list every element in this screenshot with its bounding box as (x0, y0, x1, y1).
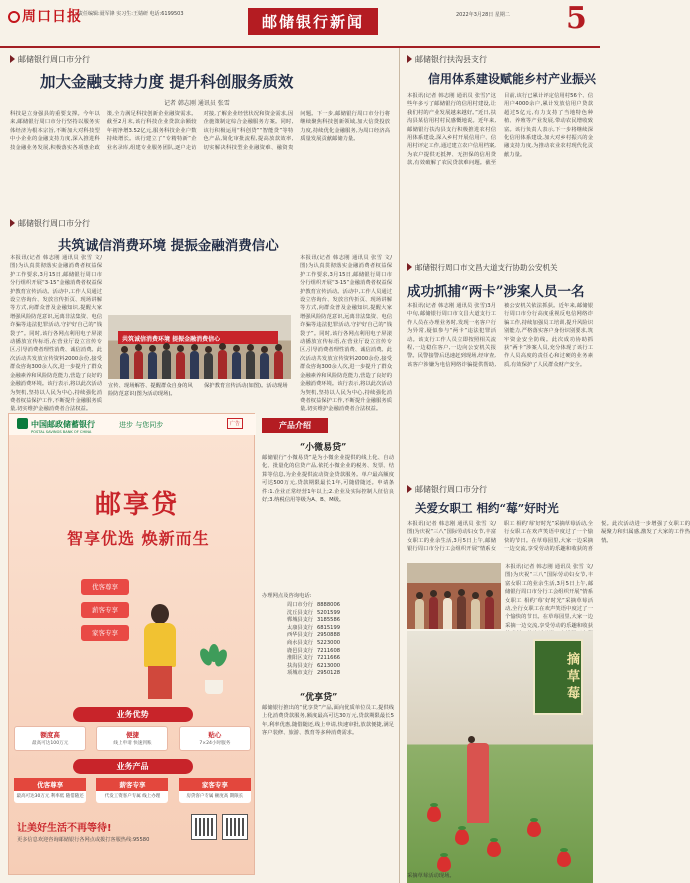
article-r2-body: 本报讯(记者 韩志刚 通讯员 张雪)3月中旬,邮储银行周口市文昌大道支行工作人员在办理业务时,发现一名客户行为异常,疑似参与“两卡”违法犯罪活动。该支行工作人员立即按照相关流程,一边稳住客户,一边向公安机关报警。民警接警后迅速赶到现场,经审查,该客户涉嫌为电信网络诈骗提供帮助,被公安机关依法抓获。近年来,邮储银行周口市分行高度重视反电信网络诈骗工作,持续加强员工培训,提升风险识别能力,严格落实客户身份识别要求,筑牢资金安全防线。此次成功协助抓获“两卡”涉案人员,充分体现了该行工作人员高度的责任心和过硬的业务素质,有效保护了人民群众财产安全。 (407, 303, 593, 368)
product1-body: 邮储银行“小微易贷”是为小微企业提供的线上化、自动化、批量化的信贷产品,依托小微企业的税务、发票、结算等信息,为企业提供流动资金贷款服务。单户最高额度可达500万元,贷款期限最长1年,可随借随还。申请条件:1.企业正常经营1年以上;2.企业及实际控制人征信良好;3.纳税信用等级为A、B、M级。 (262, 455, 394, 504)
figure-body (144, 623, 176, 667)
article1-kicker-text: 邮储银行周口市分行 (18, 55, 90, 64)
branch-name: 沈丘县支行 (287, 609, 313, 616)
figure-legs (148, 666, 172, 699)
article-r1-kicker (407, 54, 487, 65)
article-r2-kicker (407, 262, 558, 273)
ad-badge: 广告 (227, 418, 243, 429)
article-r3-photo-group (407, 563, 501, 629)
column-divider (399, 48, 400, 883)
article-r3-caption: 采摘草莓活动现场。 (407, 873, 455, 879)
article2-headline: 共筑诚信消费环境 提振金融消费信心 (58, 238, 279, 254)
person (471, 599, 480, 629)
product-intro-tag: 产品介绍 (262, 418, 328, 433)
product1-title: “小微易贷” (300, 443, 347, 453)
person (457, 596, 466, 629)
article-r3-body-top: 本报讯(记者 韩志刚 通讯员 张雪 文/图)为庆祝“三八”国际劳动妇女节,丰富女职工的业余生活,3月5日上午,邮储银行周口市分行工会组织开展“情系女职工 相约‘莓’好时光”采摘草莓活动,全行女职工在欢声笑语中度过了一个愉快的节日。在草莓园里,大家一边采摘一边交流,享受劳动的乐趣和收获的喜悦。此次活动进一步增强了女职工的凝聚力和归属感,激发了大家的工作热情。 (407, 521, 690, 553)
branch-row (287, 617, 344, 625)
triangle-bullet-icon (407, 485, 412, 493)
ad-person-illustration (134, 604, 186, 699)
pick-strawberry-sign: 摘草莓 (533, 639, 583, 715)
ad-products (9, 759, 256, 803)
triangle-bullet-icon (407, 263, 412, 271)
branch-name: 商水县支行 (287, 639, 313, 646)
product2-title: “优享贷” (300, 693, 338, 703)
logo-seal-icon (8, 11, 20, 23)
ad-pill: 优客尊享 (81, 579, 129, 595)
branch-phone: 6815199 (316, 624, 341, 631)
article-r1-headline: 信用体系建设赋能乡村产业振兴 (428, 72, 597, 86)
postal-bank-logo-icon (17, 418, 28, 429)
branch-phone: 7211608 (316, 647, 341, 654)
ad-advantage-card (96, 726, 168, 751)
card-title: 薪客专享 (96, 778, 168, 791)
card-desc: 7×24小时服务 (199, 741, 231, 746)
pot (205, 680, 223, 694)
ad-pill: 薪客专享 (81, 602, 129, 618)
postal-bank-name-en: POSTAL SAVINGS BANK OF CHINA (31, 430, 92, 434)
branch-name: 项城市支行 (287, 670, 313, 677)
article-r1-body: 本报讯(记者 韩志刚 通讯员 张雪)“这些年多亏了邮储银行的信用村建设,让我们村的产业发展越来越好。”近日,扶沟县某信用村村民感慨地说。近年来,邮储银行扶沟县支行积极推进农村信用体系建设,深入乡村开展信用户、信用村评定工作,通过建立农户信用档案,为农户提供无抵押、无担保的信用贷款,有效破解了农民贷款难问题。截至目前,该行已累计评定信用村56个、信用户4000余户,累计发放信用户贷款超过5亿元,有力支持了当地特色种植、养殖等产业发展,带动农民增收致富。该行负责人表示,下一步将继续深化信用体系建设,加大对乡村振兴的金融支持力度,为推动农业农村现代化贡献力量。 (407, 93, 593, 167)
card-title: 家客专享 (179, 778, 251, 791)
person (260, 353, 269, 379)
article1-kicker (10, 54, 90, 65)
paper-logo (8, 6, 82, 26)
person (162, 350, 171, 379)
ad-product-card (96, 778, 168, 803)
person (218, 350, 227, 379)
branch-name: 周口市分行 (287, 602, 313, 608)
ad-product-card (14, 778, 86, 803)
article1-byline: 记者 韩志刚 通讯员 张雪 (164, 100, 230, 107)
page-number: 5 (566, 1, 587, 36)
event-banner: 共筑诚信消费环境 提振金融消费信心 (118, 331, 278, 344)
person (415, 599, 424, 629)
qr-code-icon (191, 814, 217, 840)
advertisement (8, 413, 255, 875)
paper-name: 周口日报 (22, 9, 82, 25)
branch-row (287, 602, 344, 610)
ad-products-title: 业务产品 (73, 759, 193, 774)
strawberry-icon (557, 851, 571, 867)
triangle-bullet-icon (10, 219, 15, 227)
qr-code-icon (222, 814, 248, 840)
product1-branches-label: 办理网点及咨询电话: (262, 593, 312, 599)
postal-bank-name: 中国邮政储蓄银行 (31, 420, 95, 429)
card-desc: 最高可达100万元 (31, 741, 69, 746)
person (134, 351, 143, 379)
card-title: 贴心 (208, 731, 222, 739)
card-title: 优客尊享 (14, 778, 86, 791)
branch-row (287, 632, 344, 640)
strawberry-icon (487, 841, 501, 857)
person (429, 597, 438, 629)
article2-kicker (10, 218, 90, 229)
issue-date: 2022年3月28日 星期二 (456, 12, 510, 18)
person (120, 353, 129, 379)
branch-name: 扶沟县支行 (287, 662, 313, 669)
branch-phone-table (287, 602, 344, 678)
ad-tagline: 进步 与您同步 (119, 421, 164, 429)
person (246, 351, 255, 379)
card-desc: 房贷客户专属 额度高 期限长 (186, 794, 244, 799)
article2-body-right: 本报讯(记者 韩志刚 通讯员 张雪 文/图)为认真贯彻落实金融消费者权益保护工作要求,3月15日,邮储银行周口市分行组织开展“3·15”金融消费者权益保护教育宣传活动。活动中,工作人员通过设立咨询台、发放宣传折页、现场讲解等方式,向群众普及金融知识,提醒大家增强风险防范意识,远离非法集资、电信诈骗等违法犯罪活动,守护好自己的“钱袋子”。同时,该行各网点利用电子屏滚动播放宣传标语,在营业厅设立宣传专区,引导消费者理性消费、诚信消费。此次活动共发放宣传资料2000余份,接受群众咨询300余人次,进一步提升了群众金融素养和风险防范能力,营造了良好的金融消费环境。该行表示,将以此次活动为契机,坚持以人民为中心,持续强化消费者权益保护工作,不断提升金融服务质量,切实维护金融消费者合法权益。 (300, 255, 392, 413)
article-r3-kicker (407, 484, 487, 495)
branch-row (287, 655, 344, 663)
article-r3-body-side: 本报讯(记者 韩志刚 通讯员 张雪 文/图)为庆祝“三八”国际劳动妇女节,丰富女职工的业余生活,3月5日上午,邮储银行周口市分行工会组织开展“情系女职工 相约‘莓’好时光”采摘草莓活动,全行女职工在欢声笑语中度过了一个愉快的节日。在草莓园里,大家一边采摘一边交流,享受劳动的乐趣和收获 (505, 564, 593, 629)
branch-phone: 3185586 (316, 617, 341, 624)
ad-footer-slogan: 让美好生活不再等待! (17, 823, 112, 834)
article1-body: 科技是立身强县的重要支撑。今年以来,邮储银行周口市分行坚持以服务实体经济为根本宗旨,不断加大对科技型中小企业的金融支持力度,深入推进科技金融业务发展,积极落实各项惠企政策,全力满足科技创新企业融资需求。截至2月末,该行科技企业贷款余额较年初净增3.52亿元,服务科技企业户数持续增长。该行建立了“专精特新”企业名录库,组建专业服务团队,逐户走访对接,了解企业经营状况和资金需求,因企施策制定综合金融服务方案。同时,该行积极运用“科创贷”“智能贷”等特色产品,简化审批流程,提高放款效率,切实解决科技型企业融资难、融资贵问题。下一步,邮储银行周口市分行将继续聚焦科技创新领域,加大信贷投放力度,持续优化金融服务,为周口经济高质量发展贡献邮储力量。 (10, 111, 390, 151)
postal-bank-logo (17, 418, 95, 434)
editor-credits: 责任编辑:聂军锋 实习生:王婧研 电话:6199503 (78, 11, 184, 17)
branch-phone: 8888006 (316, 602, 341, 608)
article2-body-left: 本报讯(记者 韩志刚 通讯员 张雪 文/图)为认真贯彻落实金融消费者权益保护工作要求,3月15日,邮储银行周口市分行组织开展“3·15”金融消费者权益保护教育宣传活动。活动中,工作人员通过设立咨询台、发放宣传折页、现场讲解等方式,向群众普及金融知识,提醒大家增强风险防范意识,远离非法集资、电信诈骗等违法犯罪活动,守护好自己的“钱袋子”。同时,该行各网点利用电子屏滚动播放宣传标语,在营业厅设立宣传专区,引导消费者理性消费、诚信消费。此次活动共发放宣传资料2000余份,接受群众咨询300余人次,进一步提升了群众金融素养和风险防范能力,营造了良好的金融消费环境。该行表示,将以此次活动为契机,坚持以人民为中心,持续强化消费者权益保护工作,不断提升金融服务质量,切实维护金融消费者合法权益。 (10, 255, 102, 413)
ad-advantage-card (14, 726, 86, 751)
ad-pill: 家客专享 (81, 625, 129, 641)
branch-phone: 6213000 (316, 662, 341, 669)
ad-slogan: 智享优选 焕新而生 (67, 529, 210, 548)
strawberry-icon (527, 821, 541, 837)
article2-caption: 宣传、现场解答、提醒群众自身的风险防范意识(图为活动现场)。 (108, 383, 193, 398)
person (190, 351, 199, 379)
card-title: 额度高 (40, 731, 60, 739)
branch-name: 鹿邑县支行 (287, 647, 313, 654)
ad-footer-hotline: 更多信息欢迎咨询邮储银行各网点或拨打客服热线:95580 (17, 837, 150, 843)
strawberry-icon (427, 806, 441, 822)
branch-name: 太康县支行 (287, 624, 313, 631)
branch-name: 西华县支行 (287, 632, 313, 639)
article-r2-headline: 成功抓捕“两卡”涉案人员一名 (407, 284, 585, 300)
strawberry-icon (455, 829, 469, 845)
branch-name: 淮阳区支行 (287, 655, 313, 662)
ad-advantages (9, 707, 256, 751)
person (148, 352, 157, 379)
card-title: 便捷 (125, 731, 139, 739)
person (232, 352, 241, 379)
card-desc: 最高可达30万元 利率低 随借随还 (16, 794, 84, 799)
branch-name: 郸城县支行 (287, 617, 313, 624)
article1-headline: 加大金融支持力度 提升科创服务质效 (40, 72, 294, 91)
ad-product-cards (9, 778, 256, 803)
ad-brand: 邮享贷 (95, 490, 180, 520)
branch-row (287, 670, 344, 678)
article-r3-kicker-text: 邮储银行周口市分行 (415, 485, 487, 494)
article-r1-kicker-text: 邮储银行扶沟县支行 (415, 55, 487, 64)
section-title: 邮储银行新闻 (248, 8, 378, 35)
person (467, 743, 489, 823)
strawberry-icon (437, 856, 451, 872)
branch-phone: 2950888 (316, 632, 341, 639)
card-desc: 线上申请 快速到账 (113, 741, 152, 746)
ad-advantage-card (179, 726, 251, 751)
plant-icon (199, 644, 229, 694)
branch-phone: 7211666 (316, 655, 341, 662)
branch-phone: 5201599 (316, 609, 341, 616)
person (485, 597, 494, 629)
branch-phone: 5223000 (316, 639, 341, 646)
person (274, 351, 283, 379)
triangle-bullet-icon (10, 55, 15, 63)
person (204, 353, 213, 379)
ad-advantages-title: 业务优势 (73, 707, 193, 722)
ad-product-card (179, 778, 251, 803)
product2-body: 邮储银行推出的“优享贷”产品,面向优质单位员工,提供线上化消费贷款服务,额度最高可达30万元,贷款期限最长5年,利率优惠,随借随还,线上申请,快速审批,放款便捷,满足客户装修、旅游、教育等多种消费需求。 (262, 705, 394, 737)
article2-caption-2: 保护教育宣传活动(如图)。活动现场 (204, 383, 288, 389)
ad-advantage-cards (9, 726, 256, 751)
figure-head (151, 604, 169, 624)
article-r2-kicker-text: 邮储银行周口市文昌大道支行协助公安机关 (415, 263, 558, 272)
article2-kicker-text: 邮储银行周口市分行 (18, 219, 90, 228)
masthead (0, 0, 600, 48)
article-r3-photo-strawberry (407, 631, 593, 883)
branch-phone: 2950128 (316, 670, 341, 677)
branch-row (287, 640, 344, 648)
person (176, 352, 185, 379)
article-r3-headline: 关爱女职工 相约“莓”好时光 (415, 501, 559, 515)
article2-photo (108, 315, 291, 379)
card-desc: 代发工资客户专属 线上办理 (104, 794, 161, 799)
person (443, 598, 452, 629)
triangle-bullet-icon (407, 55, 412, 63)
